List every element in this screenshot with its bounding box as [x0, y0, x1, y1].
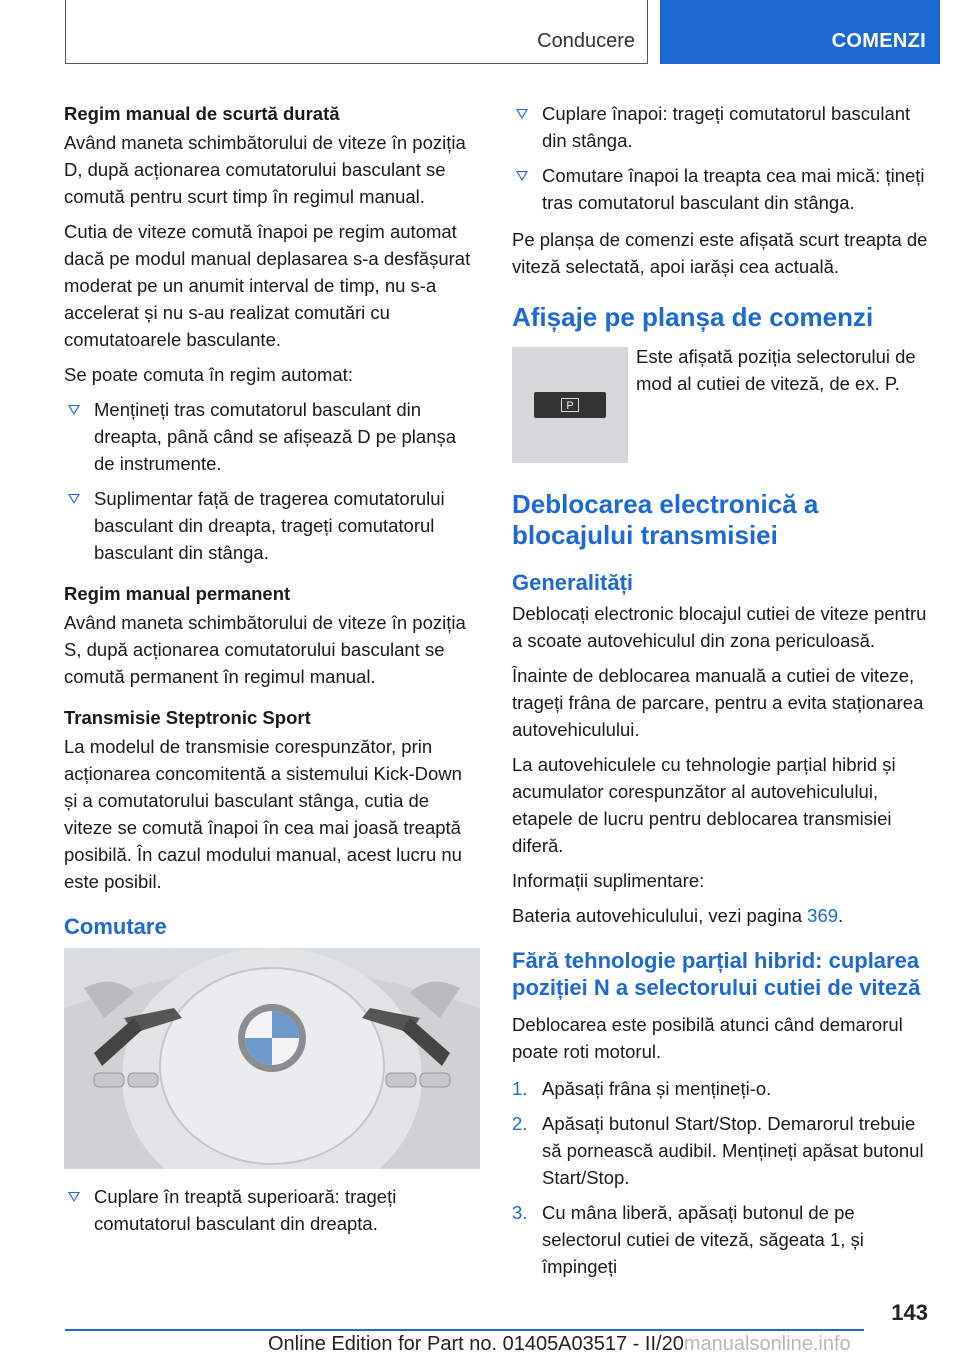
gear-indicator: P	[561, 398, 579, 412]
header-chapter-box	[660, 0, 940, 64]
display-image	[512, 347, 628, 463]
header-section-title: Conducere	[537, 30, 635, 52]
paragraph: Deblocați electronic blocajul cutiei de viteze pentru a scoate autovehiculul din zona periculoasă.	[512, 603, 927, 651]
heading-steptronic: Transmisie Steptronic Sport	[64, 707, 311, 728]
triangle-bullet-icon	[68, 405, 80, 415]
step-number: 2.	[512, 1113, 528, 1134]
heading-permanent-manual: Regim manual permanent	[64, 583, 291, 604]
display-info-block	[512, 347, 928, 463]
paragraph: Cutia de viteze comută înapoi pe regim automat dacă pe modul manual deplasarea s-a desfășurat moderat pe un anumit interval de timp, nu s-a accelerat și nu s-au realizat comutări cu comutatoarele basculante.	[64, 221, 471, 350]
paragraph: Având maneta schimbătorului de viteze în poziția D, după acționarea comutatorului basculant se comută pentru scurt timp în regimul manual.	[64, 132, 466, 207]
display-screen	[534, 392, 606, 418]
list-item: Comutare înapoi la treapta cea mai mică: țineți tras comutatorul basculant din stânga.	[512, 162, 928, 216]
triangle-bullet-icon	[68, 1192, 80, 1202]
paragraph: Pe planșa de comenzi este afișată scurt treapta de viteză selectată, apoi iarăși cea actuală.	[512, 229, 928, 277]
step-item: 1. Apăsați frâna și mențineți-o.	[512, 1075, 928, 1102]
step-number: 3.	[512, 1202, 528, 1223]
bullet-list	[64, 1183, 480, 1237]
heading-comutare: Comutare	[64, 914, 167, 939]
paragraph: Se poate comuta în regim automat:	[64, 364, 353, 385]
triangle-bullet-icon	[68, 494, 80, 504]
step-number: 1.	[512, 1078, 528, 1099]
bullet-list	[512, 100, 928, 216]
paragraph: Bateria autovehiculului, vezi pagina 369.	[512, 905, 844, 926]
triangle-bullet-icon	[516, 109, 528, 119]
paragraph: La modelul de transmisie corespunzător, prin acționarea concomitentă a sistemului Kick-Down și a comutatorului basculant stânga, cutia de viteze se comută înapoi în cea mai joasă treaptă posibilă. În cazul modului manual, acest lucru nu este posibil.	[64, 736, 462, 892]
page-number: 143	[891, 1300, 928, 1325]
header-chapter-title: COMENZI	[831, 30, 926, 52]
steering-wheel-image	[64, 948, 480, 1169]
paragraph: La autovehiculele cu tehnologie parțial hibrid și acumulator corespunzător al autovehiculului, etapele de lucru pentru deblocarea transmisiei diferă.	[512, 754, 896, 856]
heading-short-manual: Regim manual de scurtă durată	[64, 103, 340, 124]
list-item: Cuplare în treaptă superioară: trageți comutatorul basculant din dreapta.	[64, 1183, 480, 1237]
heading-fara-hibrid: Fără tehnologie parțial hibrid: cuplarea poziției N a selectorului cutiei de viteză	[512, 948, 921, 1000]
heading-deblocare: Deblocarea electronică a blocajului transmisiei	[512, 489, 819, 550]
display-description: Este afișată poziția selectorului de mod al cutiei de viteză, de ex. P.	[636, 346, 916, 394]
page-link[interactable]: 369	[807, 905, 839, 926]
header-section-box	[65, 0, 648, 64]
paragraph: Informații suplimentare:	[512, 870, 705, 891]
heading-generalitati: Generalități	[512, 570, 634, 595]
triangle-bullet-icon	[516, 171, 528, 181]
step-item: 2. Apăsați butonul Start/Stop. Demarorul trebuie să pornească audibil. Mențineți apăsat butonul Start/Stop.	[512, 1110, 928, 1191]
paragraph: Înainte de deblocarea manuală a cutiei de viteze, trageți frâna de parcare, pentru a evita staționarea autovehiculului.	[512, 665, 924, 740]
list-item: Cuplare înapoi: trageți comutatorul basculant din stânga.	[512, 100, 928, 154]
numbered-steps	[512, 1075, 928, 1280]
footer-divider	[65, 1329, 864, 1331]
heading-afisaje: Afișaje pe planșa de comenzi	[512, 302, 874, 332]
step-item: 3. Cu mâna liberă, apăsați butonul de pe selectorul cutiei de viteză, săgeata 1, și împingeți	[512, 1199, 928, 1280]
list-item: Mențineți tras comutatorul basculant din dreapta, până când se afișează D pe planșa de instrumente.	[64, 396, 480, 477]
footer-edition: Online Edition for Part no. 01405A03517 - II/20manualsonline.info	[268, 1333, 851, 1355]
bullet-list	[64, 396, 480, 566]
list-item: Suplimentar față de tragerea comutatorului basculant din dreapta, trageți comutatorul basculant din stânga.	[64, 485, 480, 566]
right-column	[512, 100, 928, 1288]
watermark-text: manualsonline.info	[683, 1333, 851, 1355]
left-column	[64, 100, 480, 1247]
paragraph: Având maneta schimbătorului de viteze în poziția S, după acționarea comutatorului basculant se comută permanent în regimul manual.	[64, 612, 466, 687]
paragraph: Deblocarea este posibilă atunci când demarorul poate roti motorul.	[512, 1014, 903, 1062]
